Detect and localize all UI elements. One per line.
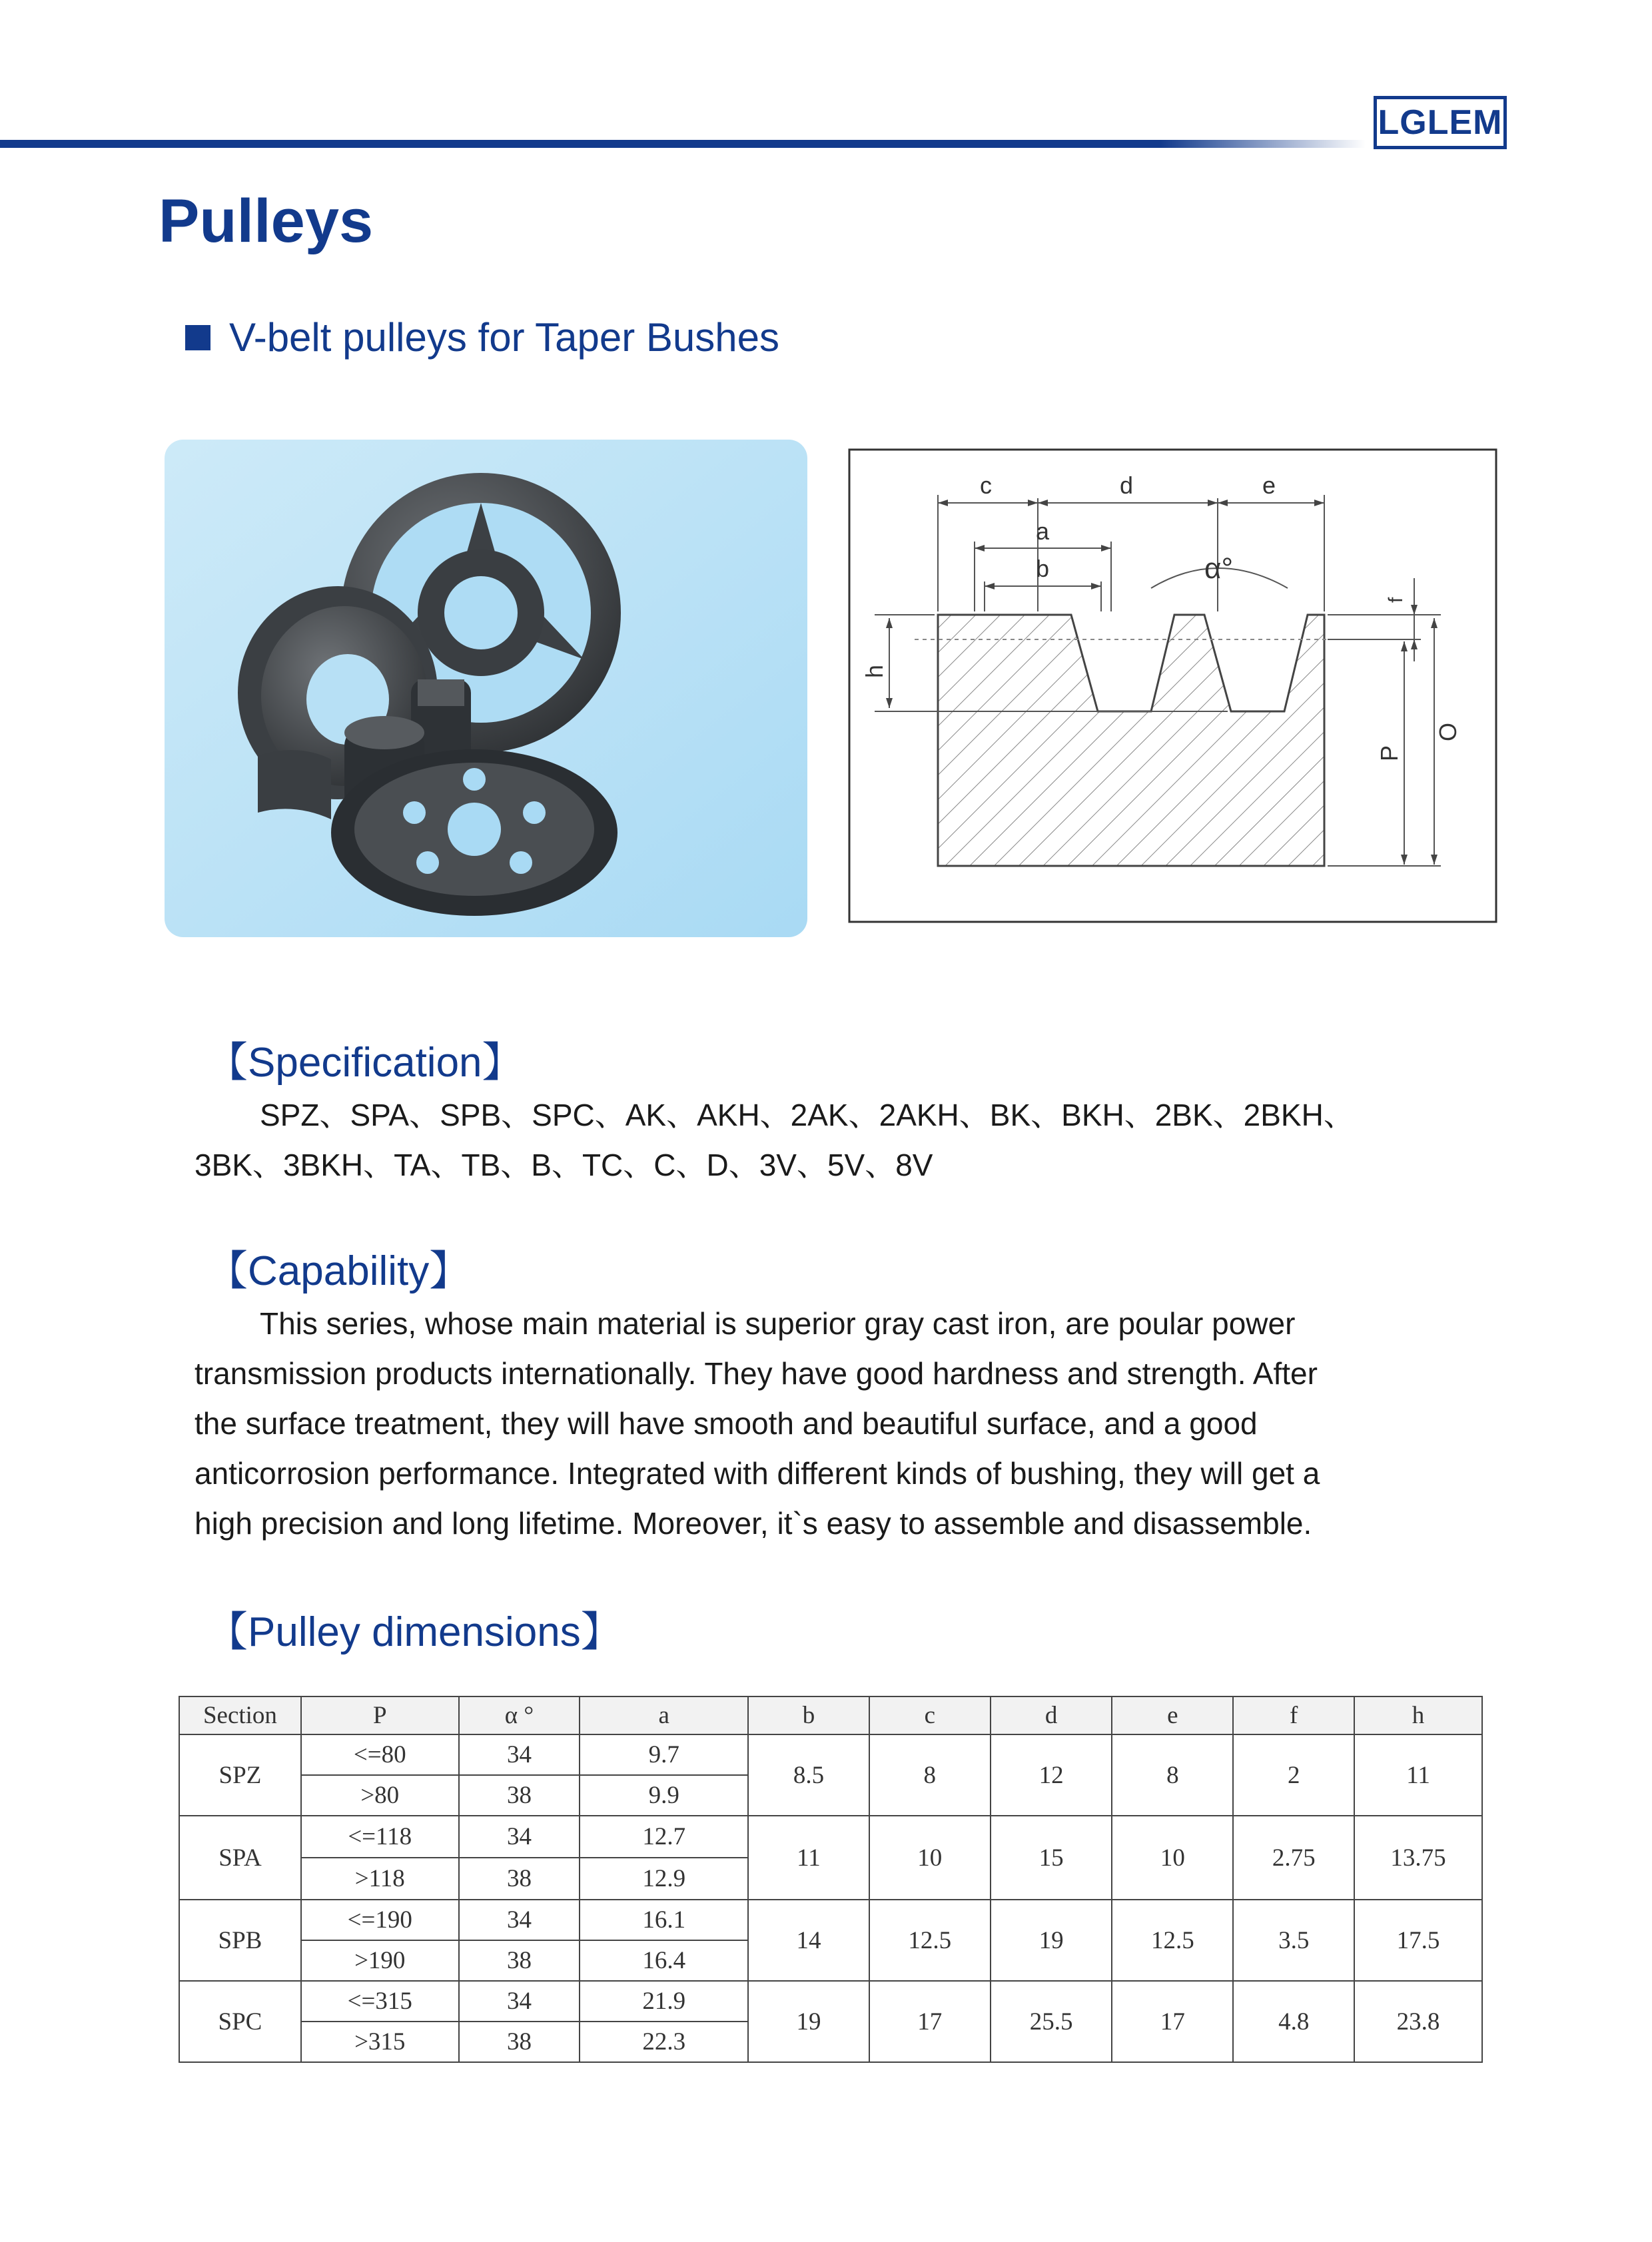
cell-b: 11	[748, 1816, 869, 1900]
capability-heading: 【Capability】	[206, 1248, 471, 1294]
diagram-label-d: d	[1120, 472, 1134, 499]
cell-c: 17	[869, 1981, 991, 2062]
diagram-label-alpha: α°	[1204, 552, 1234, 585]
header-b: b	[748, 1696, 869, 1734]
header-e: e	[1112, 1696, 1233, 1734]
header-alpha: α °	[459, 1696, 580, 1734]
cell-p: >315	[301, 2022, 459, 2062]
cell-e: 17	[1112, 1981, 1233, 2062]
cell-f: 2	[1233, 1734, 1354, 1816]
product-photo	[165, 440, 807, 937]
diagram-label-b: b	[1036, 555, 1050, 582]
cell-c: 10	[869, 1816, 991, 1900]
diagram-label-a: a	[1036, 518, 1050, 545]
cell-section: SPC	[179, 1981, 301, 2062]
subtitle-text: V-belt pulleys for Taper Bushes	[229, 315, 780, 360]
cell-b: 8.5	[748, 1734, 869, 1816]
brand-logo: LGLEM	[1374, 96, 1507, 149]
cell-d: 19	[991, 1900, 1112, 1981]
cell-h: 23.8	[1354, 1981, 1482, 2062]
pulley-dimensions-table	[179, 1696, 1483, 2063]
diagram-label-o: O	[1434, 722, 1461, 741]
cell-section: SPB	[179, 1900, 301, 1981]
cell-e: 8	[1112, 1734, 1233, 1816]
table-row	[179, 1816, 1482, 1858]
square-bullet-icon	[185, 325, 210, 350]
cell-a: 12.7	[580, 1816, 748, 1858]
diagram-label-f: f	[1385, 597, 1407, 603]
cell-c: 12.5	[869, 1900, 991, 1981]
header-section: Section	[179, 1696, 301, 1734]
cell-b: 19	[748, 1981, 869, 2062]
capability-line: high precision and long lifetime. Moreover, it`s easy to assemble and disassemble.	[195, 1506, 1312, 1541]
cell-alpha: 38	[459, 2022, 580, 2062]
cell-p: <=190	[301, 1900, 459, 1940]
header-d: d	[991, 1696, 1112, 1734]
cell-p: >190	[301, 1940, 459, 1981]
cell-e: 10	[1112, 1816, 1233, 1900]
cell-alpha: 38	[459, 1775, 580, 1816]
specification-line: 3BK、3BKH、TA、TB、B、TC、C、D、3V、5V、8V	[195, 1148, 933, 1182]
page-title: Pulleys	[159, 187, 374, 255]
cell-f: 4.8	[1233, 1981, 1354, 2062]
cell-alpha: 38	[459, 1858, 580, 1900]
cell-h: 13.75	[1354, 1816, 1482, 1900]
cell-c: 8	[869, 1734, 991, 1816]
capability-line: This series, whose main material is superior gray cast iron, are poular power	[260, 1306, 1296, 1341]
specification-line: SPZ、SPA、SPB、SPC、AK、AKH、2AK、2AKH、BK、BKH、2BK、2BKH、	[260, 1098, 1354, 1132]
diagram-label-e: e	[1262, 472, 1276, 499]
table-row	[179, 1734, 1482, 1775]
cell-alpha: 34	[459, 1981, 580, 2022]
cell-a: 16.4	[580, 1940, 748, 1981]
cell-a: 22.3	[580, 2022, 748, 2062]
cell-section: SPZ	[179, 1734, 301, 1816]
cell-d: 25.5	[991, 1981, 1112, 2062]
capability-text	[195, 1299, 1460, 1549]
cell-e: 12.5	[1112, 1900, 1233, 1981]
cell-f: 3.5	[1233, 1900, 1354, 1981]
cell-a: 16.1	[580, 1900, 748, 1940]
groove-dimension-diagram	[848, 448, 1497, 923]
cell-b: 14	[748, 1900, 869, 1981]
cell-a: 12.9	[580, 1858, 748, 1900]
product-subtitle	[185, 314, 779, 360]
table-row	[179, 1900, 1482, 1940]
table-row	[179, 1981, 1482, 2022]
cell-f: 2.75	[1233, 1816, 1354, 1900]
header-p: P	[301, 1696, 459, 1734]
cell-alpha: 34	[459, 1816, 580, 1858]
cell-d: 15	[991, 1816, 1112, 1900]
header-f: f	[1233, 1696, 1354, 1734]
cell-a: 21.9	[580, 1981, 748, 2022]
diagram-label-h: h	[861, 664, 888, 678]
cell-d: 12	[991, 1734, 1112, 1816]
cell-h: 17.5	[1354, 1900, 1482, 1981]
diagram-label-p: P	[1376, 745, 1403, 761]
cell-alpha: 38	[459, 1940, 580, 1981]
cell-section: SPA	[179, 1816, 301, 1900]
header-c: c	[869, 1696, 991, 1734]
header-a: a	[580, 1696, 748, 1734]
table-header-row	[179, 1696, 1482, 1734]
specification-text	[195, 1090, 1460, 1190]
cell-alpha: 34	[459, 1734, 580, 1775]
cell-alpha: 34	[459, 1900, 580, 1940]
cell-p: <=118	[301, 1816, 459, 1858]
header-h: h	[1354, 1696, 1482, 1734]
cell-a: 9.7	[580, 1734, 748, 1775]
capability-line: transmission products internationally. They have good hardness and strength. After	[195, 1356, 1318, 1391]
diagram-label-c: c	[980, 472, 992, 499]
cell-p: <=80	[301, 1734, 459, 1775]
cell-p: >80	[301, 1775, 459, 1816]
header-rule	[0, 140, 1366, 148]
cell-a: 9.9	[580, 1775, 748, 1816]
cell-p: <=315	[301, 1981, 459, 2022]
cell-p: >118	[301, 1858, 459, 1900]
specification-heading: 【Specification】	[206, 1040, 524, 1086]
cell-h: 11	[1354, 1734, 1482, 1816]
capability-line: anticorrosion performance. Integrated with different kinds of bushing, they will get a	[195, 1456, 1320, 1491]
dimensions-heading: 【Pulley dimensions】	[206, 1609, 622, 1655]
capability-line: the surface treatment, they will have smooth and beautiful surface, and a good	[195, 1406, 1258, 1441]
